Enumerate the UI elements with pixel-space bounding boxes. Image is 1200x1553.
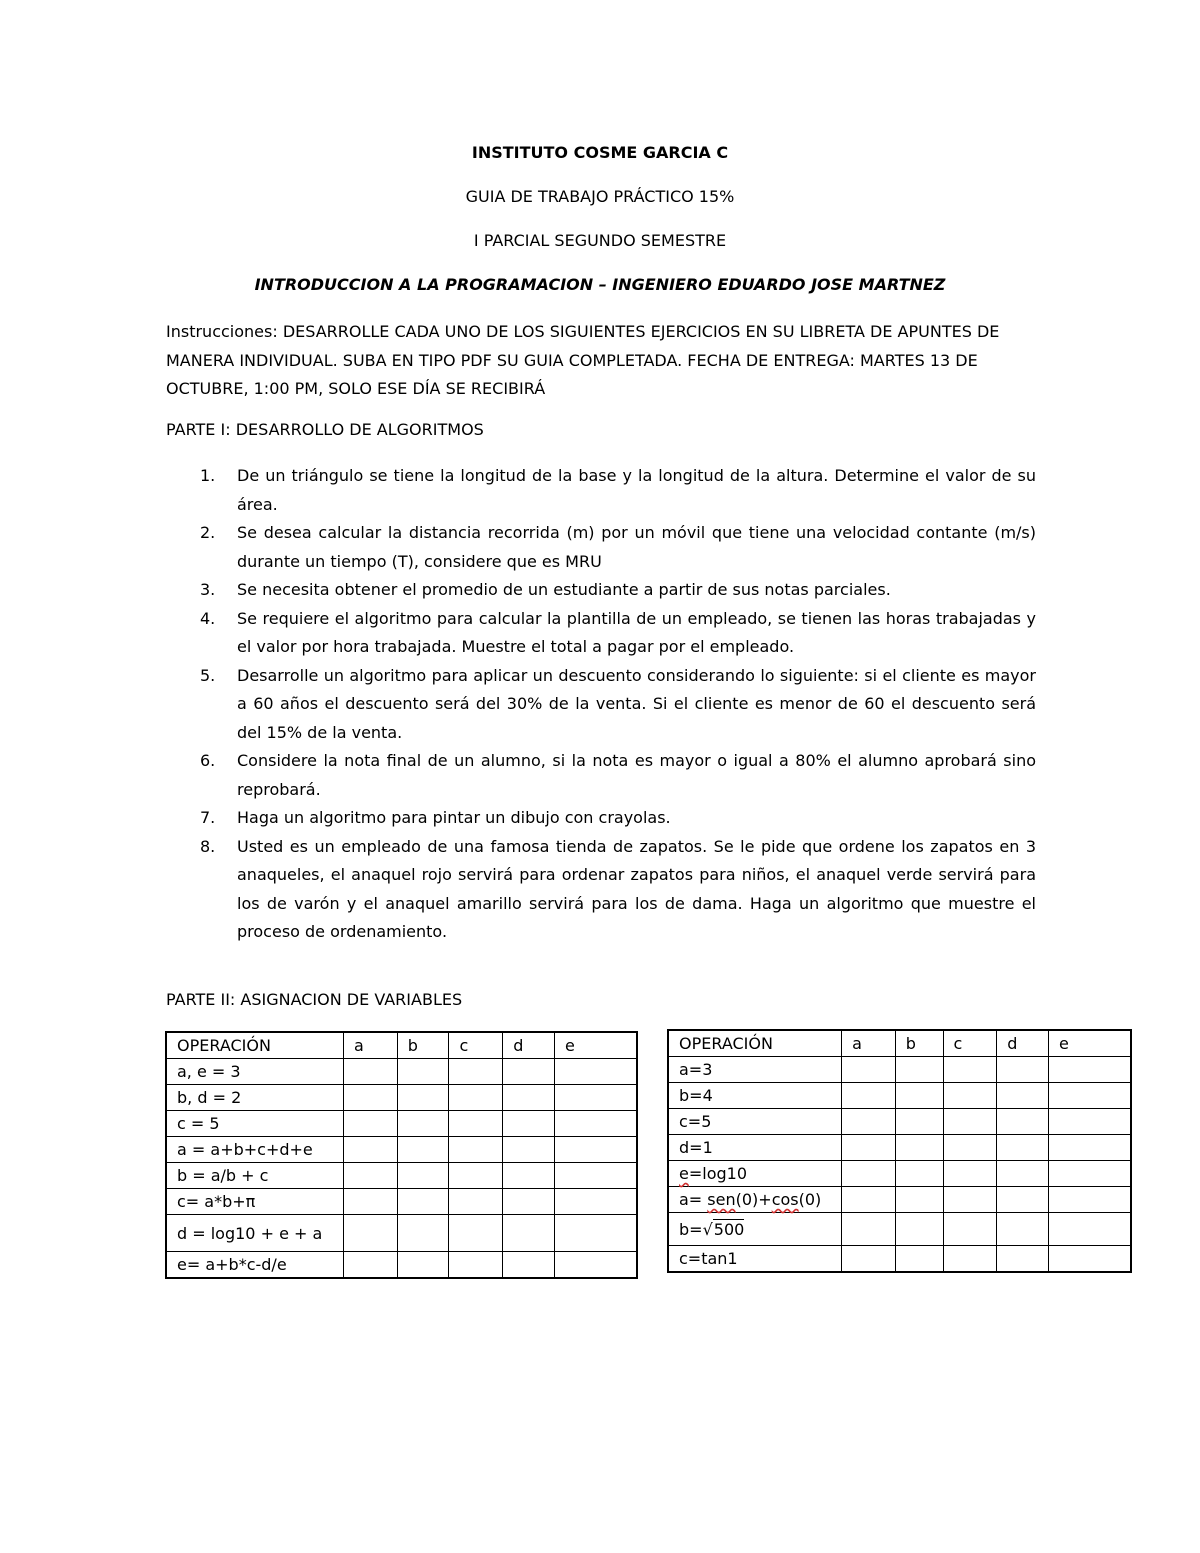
item-number: 8. (200, 836, 216, 856)
answer-cell[interactable] (554, 1111, 637, 1137)
answer-cell[interactable] (895, 1135, 943, 1161)
operation-cell: a = a+b+c+d+e (166, 1137, 343, 1163)
table-row (668, 1057, 1131, 1083)
table-header-row (668, 1030, 1131, 1057)
item-text: Haga un algoritmo para pintar un dibujo con crayolas. (237, 808, 671, 827)
operation-cell: c= a*b+π (166, 1189, 343, 1215)
answer-cell[interactable] (943, 1109, 997, 1135)
operation-part: (0) (798, 1190, 822, 1209)
answer-cell[interactable] (449, 1111, 503, 1137)
table-row (668, 1161, 1131, 1187)
answer-cell[interactable] (842, 1161, 896, 1187)
header-cell: a (343, 1032, 397, 1059)
table-header-row (166, 1032, 637, 1059)
institute-title: INSTITUTO COSME GARCIA C (471, 143, 729, 162)
answer-cell[interactable] (1048, 1187, 1131, 1213)
operation-cell (668, 1187, 842, 1213)
list-item (166, 833, 1036, 947)
table-row (166, 1252, 637, 1279)
answer-cell[interactable] (997, 1246, 1049, 1273)
answer-cell[interactable] (997, 1135, 1049, 1161)
operation-cell (668, 1161, 842, 1187)
item-text: Se requiere el algoritmo para calcular la plantilla de un empleado, se tienen las horas trabajadas y el valor por hora trabajada. Muestre el total a pagar por el empleado. (237, 608, 1036, 656)
answer-cell[interactable] (343, 1085, 397, 1111)
item-text: Desarrolle un algoritmo para aplicar un descuento considerando lo siguiente: si el cliente es mayor a 60 años el descuento será del 30% de la venta. Si el cliente es menor de 60 el descuento será del 15% de la venta. (237, 665, 1036, 742)
answer-cell[interactable] (895, 1057, 943, 1083)
answer-cell[interactable] (554, 1137, 637, 1163)
operation-part: =log10 (688, 1164, 747, 1183)
answer-cell[interactable] (997, 1109, 1049, 1135)
table-row (166, 1163, 637, 1189)
operation-cell (668, 1213, 842, 1246)
header-cell: c (943, 1030, 997, 1057)
list-item (166, 576, 1036, 605)
answer-cell[interactable] (895, 1246, 943, 1273)
answer-cell[interactable] (449, 1252, 503, 1279)
sqrt-symbol: √ (702, 1219, 713, 1239)
answer-cell[interactable] (503, 1059, 555, 1085)
item-text: Usted es un empleado de una famosa tienda de zapatos. Se le pide que ordene los zapatos en 3 anaqueles, el anaquel rojo servirá para ordenar zapatos para niños, el anaquel verde servirá para los de varón y el anaquel amarillo servirá para los de dama. Haga un algoritmo que muestre el proceso de ordenamiento. (237, 836, 1036, 941)
operation-cell: c=5 (668, 1109, 842, 1135)
answer-cell[interactable] (397, 1252, 449, 1279)
table-row (166, 1215, 637, 1252)
operation-cell: b, d = 2 (166, 1085, 343, 1111)
operation-cell: c = 5 (166, 1111, 343, 1137)
operation-cell: a, e = 3 (166, 1059, 343, 1085)
answer-cell[interactable] (842, 1135, 896, 1161)
item-number: 7. (200, 808, 216, 827)
table-row (668, 1246, 1131, 1273)
answer-cell[interactable] (1048, 1109, 1131, 1135)
header-cell: e (1048, 1030, 1131, 1057)
item-number: 6. (200, 751, 216, 770)
answer-cell[interactable] (943, 1057, 997, 1083)
answer-cell[interactable] (503, 1137, 555, 1163)
operation-cell: e= a+b*c-d/e (166, 1252, 343, 1279)
answer-cell[interactable] (895, 1109, 943, 1135)
answer-cell[interactable] (449, 1137, 503, 1163)
answer-cell[interactable] (943, 1213, 997, 1246)
answer-cell[interactable] (1048, 1213, 1131, 1246)
answer-cell[interactable] (397, 1163, 449, 1189)
item-number: 1. (200, 466, 216, 485)
answer-cell[interactable] (449, 1163, 503, 1189)
answer-cell[interactable] (397, 1137, 449, 1163)
operation-part: b= (679, 1219, 703, 1239)
operation-part: e (679, 1164, 689, 1183)
answer-cell[interactable] (449, 1059, 503, 1085)
answer-cell[interactable] (943, 1083, 997, 1109)
operation-cell: c=tan1 (668, 1246, 842, 1273)
instructions-paragraph: Instrucciones: DESARROLLE CADA UNO DE LOS SIGUIENTES EJERCICIOS EN SU LIBRETA DE APUNTES DE MANERA INDIVIDUAL. SUBA EN TIPO PDF SU GUIA COMPLETADA. FECHA DE ENTREGA: MARTES 13 DE OCTUBRE, 1:00 PM, SOLO ESE DÍA SE RECIBIRÁ (166, 322, 1000, 398)
item-number: 4. (200, 608, 216, 628)
answer-cell[interactable] (554, 1085, 637, 1111)
list-item (166, 462, 1036, 519)
answer-cell[interactable] (1048, 1083, 1131, 1109)
header-cell: OPERACIÓN (668, 1030, 842, 1057)
answer-cell[interactable] (503, 1085, 555, 1111)
item-text: Se desea calcular la distancia recorrida (m) por un móvil que tiene una velocidad contante (m/s) durante un tiempo (T), considere que es MRU (237, 523, 1036, 571)
table-row (166, 1059, 637, 1085)
list-item (166, 605, 1036, 662)
term-title: I PARCIAL SEGUNDO SEMESTRE (473, 231, 727, 250)
answer-cell[interactable] (943, 1161, 997, 1187)
answer-cell[interactable] (895, 1213, 943, 1246)
item-text: De un triángulo se tiene la longitud de la base y la longitud de la altura. Determine el valor de su área. (237, 466, 1036, 514)
answer-cell[interactable] (449, 1085, 503, 1111)
item-text: Se necesita obtener el promedio de un estudiante a partir de sus notas parciales. (237, 580, 891, 599)
answer-cell[interactable] (554, 1189, 637, 1215)
answer-cell[interactable] (1048, 1246, 1131, 1273)
table-row (668, 1187, 1131, 1213)
variables-table-right (667, 1029, 1132, 1273)
answer-cell[interactable] (997, 1161, 1049, 1187)
list-item (166, 519, 1036, 576)
guide-title: GUIA DE TRABAJO PRÁCTICO 15% (465, 187, 735, 206)
answer-cell[interactable] (997, 1187, 1049, 1213)
answer-cell[interactable] (554, 1163, 637, 1189)
table-row (166, 1189, 637, 1215)
operation-cell: d = log10 + e + a (166, 1215, 343, 1252)
answer-cell[interactable] (943, 1187, 997, 1213)
item-number: 3. (200, 580, 216, 599)
answer-cell[interactable] (554, 1059, 637, 1085)
part1-heading: PARTE I: DESARROLLO DE ALGORITMOS (166, 420, 484, 439)
answer-cell[interactable] (449, 1215, 503, 1252)
header-cell: a (842, 1030, 896, 1057)
item-number: 2. (200, 523, 216, 542)
answer-cell[interactable] (343, 1059, 397, 1085)
answer-cell[interactable] (503, 1252, 555, 1279)
answer-cell[interactable] (503, 1163, 555, 1189)
answer-cell[interactable] (397, 1215, 449, 1252)
table-row (166, 1137, 637, 1163)
table-row (668, 1109, 1131, 1135)
table-row (668, 1083, 1131, 1109)
header-cell: e (554, 1032, 637, 1059)
answer-cell[interactable] (503, 1111, 555, 1137)
answer-cell[interactable] (842, 1246, 896, 1273)
answer-cell[interactable] (503, 1189, 555, 1215)
operation-cell: b = a/b + c (166, 1163, 343, 1189)
answer-cell[interactable] (842, 1057, 896, 1083)
answer-cell[interactable] (1048, 1057, 1131, 1083)
answer-cell[interactable] (895, 1083, 943, 1109)
answer-cell[interactable] (449, 1189, 503, 1215)
operation-part: sen (707, 1190, 736, 1209)
answer-cell[interactable] (554, 1252, 637, 1279)
header-cell: b (895, 1030, 943, 1057)
answer-cell[interactable] (1048, 1161, 1131, 1187)
header-cell: c (449, 1032, 503, 1059)
answer-cell[interactable] (343, 1111, 397, 1137)
answer-cell[interactable] (997, 1213, 1049, 1246)
part2-heading: PARTE II: ASIGNACION DE VARIABLES (166, 990, 463, 1009)
answer-cell[interactable] (895, 1161, 943, 1187)
header-cell: OPERACIÓN (166, 1032, 343, 1059)
answer-cell[interactable] (397, 1059, 449, 1085)
table-row (668, 1135, 1131, 1161)
table-row (668, 1213, 1131, 1246)
list-item (166, 662, 1036, 748)
operation-part: 500 (713, 1219, 745, 1239)
answer-cell[interactable] (397, 1085, 449, 1111)
answer-cell[interactable] (343, 1189, 397, 1215)
answer-cell[interactable] (943, 1246, 997, 1273)
list-item (166, 804, 1036, 833)
answer-cell[interactable] (997, 1057, 1049, 1083)
answer-cell[interactable] (397, 1189, 449, 1215)
header-cell: b (397, 1032, 449, 1059)
list-item (166, 747, 1036, 804)
operation-part: a= (679, 1190, 708, 1209)
answer-cell[interactable] (343, 1137, 397, 1163)
item-text: Considere la nota final de un alumno, si la nota es mayor o igual a 80% el alumno aprobará sino reprobará. (237, 751, 1036, 799)
header-cell: d (997, 1030, 1049, 1057)
header-cell: d (503, 1032, 555, 1059)
answer-cell[interactable] (943, 1135, 997, 1161)
table-row (166, 1085, 637, 1111)
answer-cell[interactable] (997, 1083, 1049, 1109)
course-title: INTRODUCCION A LA PROGRAMACION – INGENIERO EDUARDO JOSE MARTNEZ (254, 275, 946, 294)
answer-cell[interactable] (895, 1187, 943, 1213)
operation-cell: b=4 (668, 1083, 842, 1109)
operation-cell: a=3 (668, 1057, 842, 1083)
variables-table-left (165, 1031, 638, 1279)
answer-cell[interactable] (842, 1109, 896, 1135)
answer-cell[interactable] (842, 1213, 896, 1246)
answer-cell[interactable] (503, 1215, 555, 1252)
answer-cell[interactable] (397, 1111, 449, 1137)
exercise-list (166, 462, 1036, 947)
answer-cell[interactable] (343, 1215, 397, 1252)
operation-cell: d=1 (668, 1135, 842, 1161)
answer-cell[interactable] (842, 1083, 896, 1109)
answer-cell[interactable] (1048, 1135, 1131, 1161)
answer-cell[interactable] (842, 1187, 896, 1213)
operation-part: cos (771, 1190, 799, 1209)
answer-cell[interactable] (554, 1215, 637, 1252)
item-number: 5. (200, 665, 216, 685)
table-row (166, 1111, 637, 1137)
answer-cell[interactable] (343, 1252, 397, 1279)
answer-cell[interactable] (343, 1163, 397, 1189)
operation-part: (0)+ (735, 1190, 772, 1209)
